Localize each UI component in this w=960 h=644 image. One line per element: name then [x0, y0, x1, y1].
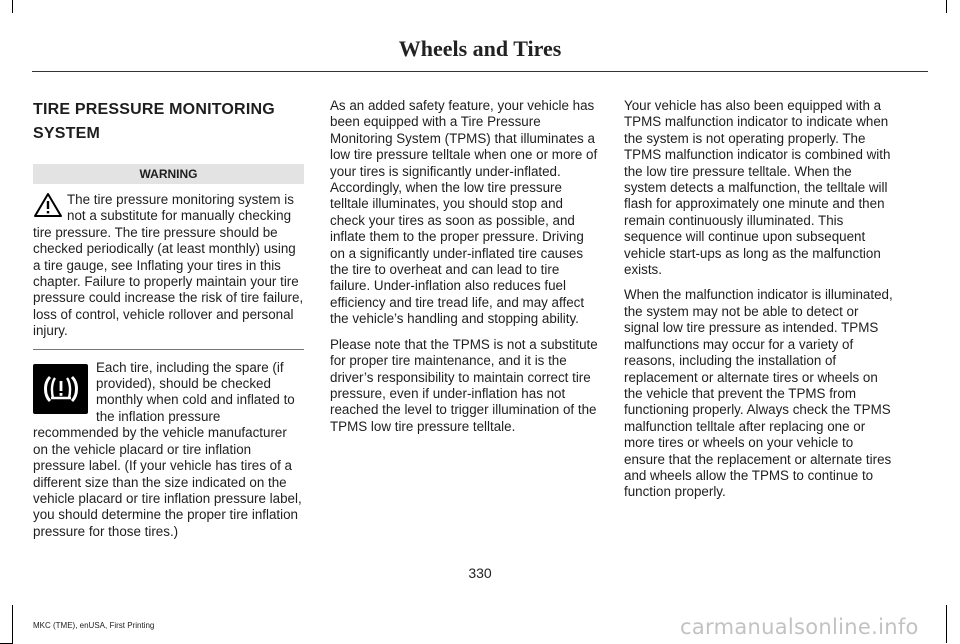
middle-paragraph-1: As an added safety feature, your vehicle has been equipped with a Tire Pressure Monitoring System (TPMS) that illuminates a low tire pressure telltale when one or more of your tires is significantly under-inflated. Accordingly, when the low tire pressure telltale illuminates, you should stop and check your tires as soon as possible, and inflate them to the proper pressure. Driving on a significantly under-inflated tire causes the tire to overheat and can lead to tire failure. Under-inflation also reduces fuel efficiency and tire tread life, and may affect the vehicle’s handling and stopping ability.: [330, 98, 598, 327]
warning-block: [33, 192, 304, 340]
left-column: [33, 98, 304, 549]
watermark: carmanualsonline.info: [680, 615, 919, 639]
middle-paragraph-2: Please note that the TPMS is not a substitute for proper tire maintenance, and it is the driver’s responsibility to maintain correct tire pressure, even if under-inflation has not reached the level to trigger illumination of the TPMS low tire pressure telltale.: [330, 336, 598, 434]
middle-column: [330, 98, 601, 444]
crop-mark-bottom-left: [12, 605, 13, 643]
tpms-note-block: [33, 360, 304, 540]
right-column: [624, 98, 896, 510]
right-paragraph-1: Your vehicle has also been equipped with a TPMS malfunction indicator to indicate when the system is not operating properly. The TPMS malfunction indicator is combined with the low tire pressure telltale. When the system detects a malfunction, the telltale will flash for approximately one minute and then remain continuously illuminated. This sequence will continue upon subsequent vehicle start-ups as long as the malfunction exists.: [624, 98, 891, 278]
chapter-title: Wheels and Tires: [398, 36, 562, 61]
tpms-note-text: Each tire, including the spare (if provided), should be checked monthly when cold and inflated to the inflation pressure recommended by the vehicle manufacturer on the vehicle placard or tire inflation pressure label. (If your vehicle has tires of a different size than the size indicated on the vehicle placard or tire inflation pressure label, you should determine the proper tire inflation pressure for those tires.): [33, 359, 302, 539]
tpms-telltale-icon: [33, 364, 88, 414]
warning-label: WARNING: [33, 164, 304, 184]
warning-triangle-icon: [33, 192, 63, 218]
warning-divider: [33, 349, 304, 350]
right-paragraph-2: When the malfunction indicator is illuminated, the system may not be able to detect or signal low tire pressure as intended. TPMS malfunctions may occur for a variety of reasons, including the installation of replacement or alternate tires or wheels on the vehicle that prevent the TPMS from functioning properly. Always check the TPMS malfunction telltale after replacing one or more tires or wheels on your vehicle to ensure that the replacement or alternate tires and wheels allow the TPMS to continue to function properly.: [624, 287, 893, 500]
header-divider: [32, 71, 928, 72]
tpms-symbol-icon: [41, 372, 81, 406]
crop-mark-top-right: [946, 0, 947, 13]
page-number: 330: [468, 565, 492, 581]
section-heading-line1: TIRE PRESSURE MONITORING: [33, 101, 275, 118]
print-info: MKC (TME), enUSA, First Printing: [33, 621, 155, 630]
warning-text: The tire pressure monitoring system is not a substitute for manually checking tire pressure. The tire pressure should be checked periodically (at least monthly) using a tire gauge, see Inflating your tires in this chapter. Failure to properly maintain your tire pressure could increase the risk of tire failure, loss of control, vehicle rollover and personal injury.: [33, 192, 304, 339]
crop-mark-top-left: [12, 0, 13, 13]
section-heading: [33, 98, 304, 146]
crop-mark-bottom-right: [946, 605, 947, 643]
section-heading-line2: SYSTEM: [33, 125, 100, 142]
